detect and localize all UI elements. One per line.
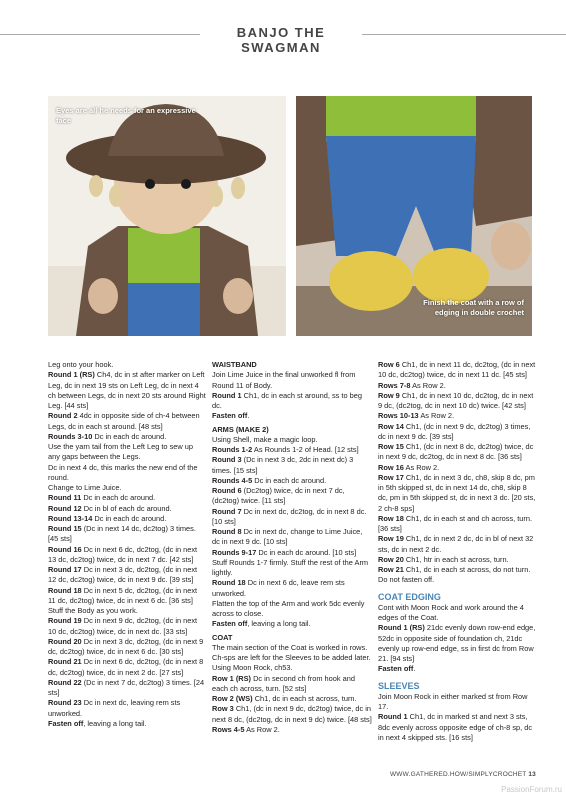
step-text: Ch1, htr in each st across, turn. [403, 554, 509, 564]
pattern-line [48, 504, 206, 514]
header-rule-left [0, 34, 200, 35]
step-label: Row 19 [378, 534, 404, 544]
step-text: Dc in next 6 dc, leave rem sts unworked. [212, 578, 345, 598]
step-text: Using Shell, make a magic loop. [212, 434, 318, 444]
page-title: BANJO THE SWAGMAN [236, 25, 326, 55]
step-label: Round 1 (RS) [378, 623, 425, 633]
pattern-line [48, 637, 206, 658]
pattern-line [212, 486, 372, 507]
step-text: Dc in next 9 dc, dc2tog, (dc in next 10 dc, dc2tog) twice, dc in next dc. [33 sts] [48, 616, 198, 636]
pattern-line [48, 616, 206, 637]
step-text: Ch1, dc in next 10 dc, dc2tog, dc in next 9 dc, (dc2tog, dc in next 10 dc) twice. [42 sts] [378, 390, 534, 410]
step-text: Use the yarn tail from the Left Leg to sew up any gaps between the Legs. [48, 442, 194, 462]
step-text: Dc in next dc, dc2tog, dc in next 8 dc. [10 sts] [212, 506, 367, 526]
section-heading: ARMS (MAKE 2) [212, 424, 269, 434]
step-text: Ch1, dc in next 11 dc, dc2tog, (dc in next 10 dc, dc2tog) twice, dc in next 11 dc. [45 sts] [378, 360, 536, 380]
pattern-line [48, 360, 206, 370]
step-label: Round 6 [212, 486, 242, 495]
pattern-column-1 [48, 360, 206, 729]
step-text: Dc in next 6 dc, dc2tog, (dc in next 13 dc, dc2tog) twice, dc in next 7 dc. [42 sts] [48, 544, 198, 564]
header-rule-right [362, 34, 566, 35]
step-label: Row 16 [378, 462, 404, 472]
pattern-line [378, 463, 538, 473]
step-label: Round 1 [378, 712, 408, 722]
step-text: Ch1, dc in each st across, do not turn. Do not fasten off. [378, 565, 531, 585]
step-label: Round 3 [212, 455, 242, 465]
pattern-line [48, 565, 206, 586]
step-label: Row 20 [378, 554, 404, 564]
step-label: Round 1 [212, 390, 242, 400]
footer-url: WWW.GATHERED.HOW/SIMPLYCROCHET [389, 771, 527, 778]
step-text: Dc in next dc, leaving rem sts unworked. [48, 698, 181, 718]
step-label: Row 18 [378, 513, 404, 523]
subsection-heading: SLEEVES [378, 680, 420, 691]
step-text: As Row 2. [418, 411, 454, 421]
step-label: Rounds 3-10 [48, 431, 93, 441]
step-label: Round 8 [212, 527, 242, 536]
step-label: Row 14 [378, 421, 404, 431]
pattern-line [212, 548, 372, 558]
step-text: . [247, 411, 250, 421]
pattern-line [48, 370, 206, 411]
step-label: Rows 7-8 [378, 380, 411, 390]
pattern-line [378, 555, 538, 565]
pattern-line [378, 360, 538, 381]
step-text: Ch1, dc in each st and ch across, turn. [36 sts] [378, 513, 533, 533]
pattern-line [48, 678, 206, 699]
subsection-heading: COAT EDGING [378, 591, 441, 602]
photo-caption: Finish the coat with a row of edging in double crochet [423, 298, 524, 317]
step-label: Rounds 1-2 [212, 445, 253, 454]
step-text: Ch1, dc in next 3 dc, ch8, skip 8 dc, pm in 5th skipped st, dc in next 14 dc, ch8, skip 8 dc, pm in 5th skipped st, dc in next 3 dc. [20 sts, 2 ch-8 sps] [378, 472, 536, 513]
step-label: Fasten off [48, 718, 84, 728]
step-text: Ch4, dc in st after marker on Left Leg, dc in next 19 sts on Left Leg, dc in next 4 ch between Legs, dc in next 20 sts around Right Leg. [44 sts] [48, 370, 206, 410]
step-text: As Rounds 1-2 of Head. [12 sts] [252, 445, 359, 454]
section-heading: WAISTBAND [212, 360, 257, 369]
doll-legs-photo [296, 96, 532, 336]
step-text: , leaving a long tail. [83, 718, 147, 728]
step-text: Ch1, (dc in next 9 dc, dc2tog) twice, dc in next 8 dc, (dc2tog, dc in next 9 dc) twice. [48 sts] [212, 704, 372, 724]
pattern-line [378, 422, 538, 443]
step-text: As Row 2. [244, 724, 280, 734]
step-text: Dc in second ch from hook and each ch across, turn. [52 sts] [212, 673, 355, 693]
pattern-line [48, 545, 206, 566]
step-text: , leaving a long tail. [247, 619, 311, 629]
step-text: (Dc in next 7 dc, dc2tog) 3 times. [24 sts] [48, 677, 205, 697]
step-label: Row 2 (WS) [212, 694, 253, 703]
step-label: Round 19 [48, 616, 82, 626]
pattern-line [212, 370, 372, 391]
step-label: Round 1 (RS) [48, 370, 95, 380]
doll-front-photo [48, 96, 286, 336]
pattern-line [212, 411, 372, 421]
pattern-line [378, 514, 538, 535]
step-text: Stuff Rounds 1-7 firmly. Stuff the rest of the Arm lightly. [212, 557, 369, 577]
pattern-line [212, 599, 372, 620]
step-label: Round 17 [48, 565, 82, 574]
step-label: Row 9 [378, 390, 400, 400]
pattern-line [48, 442, 206, 463]
pattern-line [212, 674, 372, 695]
step-label: Round 16 [48, 544, 82, 554]
step-text: (Dc in next 3 dc, 2dc in next dc) 3 times. [15 sts] [212, 455, 354, 475]
step-label: Round 2 [48, 411, 78, 421]
step-text: Dc in next 4 dc, this marks the new end of the round. [48, 462, 198, 482]
pattern-line [212, 435, 372, 445]
step-text: As Row 2. [403, 462, 440, 472]
step-text: Dc in next dc, change to Lime Juice, dc in next 9 dc. [10 sts] [212, 527, 363, 547]
pattern-line [378, 692, 538, 713]
pattern-column-2 [212, 360, 372, 735]
pattern-line [212, 578, 372, 599]
step-text: 21dc evenly down row-end edge, 52dc in opposite side of foundation ch, 21dc evenly up row-end edge, ss in first dc from Row 21. [94 sts] [378, 623, 536, 663]
step-text: Dc in each dc around. [92, 513, 167, 523]
step-text: Dc in next 3 dc, dc2tog, (dc in next 12 dc, dc2tog) twice, dc in next 9 dc. [39 sts] [48, 565, 198, 585]
step-text: Ch1, (dc in next 9 dc, dc2tog) 3 times, dc in next 9 dc. [39 sts] [378, 421, 531, 441]
pattern-line [378, 603, 538, 624]
pattern-line [212, 643, 372, 674]
pattern-line [378, 565, 538, 586]
pattern-line [48, 524, 206, 545]
pattern-line [212, 704, 372, 725]
pattern-line [48, 411, 206, 432]
page-header [0, 0, 566, 62]
step-text: Dc in each dc around. [81, 493, 156, 503]
step-text: Dc in each dc around. [10 sts] [256, 547, 357, 557]
step-text: Stuff the Body as you work. [48, 606, 138, 615]
step-text: Dc in bl of each dc around. [81, 503, 172, 513]
step-text: 4dc in opposite side of ch-4 between Legs, dc in each st around. [48 sts] [48, 411, 200, 431]
step-text: (Dc2tog) twice, dc in next 7 dc, (dc2tog) twice. [11 sts] [212, 486, 345, 506]
pattern-line [212, 391, 372, 412]
step-text: Ch1, dc in next 2 dc, dc in bl of next 32 sts, dc in next 2 dc. [378, 534, 534, 554]
step-label: Row 21 [378, 565, 404, 574]
step-label: Row 15 [378, 442, 404, 451]
page-footer [390, 771, 536, 778]
pattern-line [212, 527, 372, 548]
step-label: Row 3 [212, 704, 234, 714]
step-label: Rounds 9-17 [212, 547, 257, 557]
step-label: Row 6 [378, 360, 400, 369]
pattern-line [48, 463, 206, 484]
step-label: Rows 4-5 [212, 724, 245, 734]
step-label: Round 18 [212, 578, 246, 588]
pattern-line [212, 558, 372, 579]
pattern-line [48, 606, 206, 616]
step-label: Round 23 [48, 698, 82, 708]
step-text: Flatten the top of the Arm and work 5dc evenly across to close. [212, 598, 365, 618]
step-text: Dc in next 5 dc, dc2tog, (dc in next 11 dc, dc2tog) twice, dc in next 6 dc. [36 sts] [48, 585, 198, 605]
section-heading: COAT [212, 632, 233, 642]
pattern-line [48, 698, 206, 719]
pattern-line [48, 432, 206, 442]
step-text: Cont with Moon Rock and work around the 4 edges of the Coat. [378, 602, 524, 622]
step-label: Round 18 [48, 585, 82, 595]
pattern-line [212, 507, 372, 528]
step-label: Fasten off [378, 664, 414, 674]
pattern-line [378, 411, 538, 421]
step-text: Dc in next 6 dc, dc2tog, (dc in next 8 dc, dc2tog) twice, dc in next 2 dc. [27 sts] [48, 657, 204, 677]
pattern-line [48, 586, 206, 607]
pattern-line [378, 623, 538, 664]
pattern-line [378, 534, 538, 555]
pattern-line [378, 473, 538, 514]
pattern-line [378, 442, 538, 463]
pattern-line [212, 455, 372, 476]
pattern-line [378, 664, 538, 674]
step-label: Row 1 (RS) [212, 673, 252, 683]
pattern-line [212, 694, 372, 704]
pattern-line [212, 619, 372, 629]
pattern-line [48, 483, 206, 493]
pattern-line [212, 445, 372, 455]
step-label: Rows 10-13 [378, 411, 419, 421]
step-label: Round 7 [212, 506, 242, 516]
pattern-line [48, 657, 206, 678]
step-text: Ch1, dc in each st across, turn. [252, 694, 357, 703]
step-label: Round 22 [48, 677, 82, 687]
pattern-line [378, 712, 538, 743]
pattern-column-3 [378, 360, 538, 743]
watermark: PassionForum.ru [501, 785, 562, 794]
step-text: The main section of the Coat is worked in rows. Ch-sps are left for the Sleeves to be added later. Using Moon Rock, ch53. [212, 642, 371, 673]
pattern-line [378, 381, 538, 391]
page-number: 13 [528, 771, 536, 778]
step-label: Rounds 4-5 [212, 475, 253, 485]
step-label: Row 17 [378, 472, 404, 482]
pattern-line [48, 493, 206, 503]
step-text: Change to Lime Juice. [48, 483, 122, 492]
pattern-line [378, 391, 538, 412]
pattern-line [212, 725, 372, 735]
step-label: Round 15 [48, 524, 82, 533]
step-text: Dc in next 3 dc, dc2tog, (dc in next 9 dc, dc2tog) twice, dc in next 6 dc. [30 sts] [48, 636, 204, 656]
pattern-line [48, 514, 206, 524]
step-label: Round 20 [48, 636, 82, 646]
step-label: Round 13-14 [48, 513, 93, 523]
pattern-line [48, 719, 206, 729]
step-text: Ch1, dc in each st around, ss to beg dc. [212, 390, 362, 410]
step-label: Round 11 [48, 493, 82, 503]
step-text: Join Moon Rock in either marked st from Row 17. [378, 691, 528, 711]
photo-caption: Eyes are all he needs for an expressive face [56, 106, 196, 125]
step-text: Dc in each dc around. [92, 431, 167, 441]
step-label: Round 12 [48, 503, 82, 513]
step-text: Dc in each dc around. [252, 475, 327, 485]
step-text: . [413, 664, 416, 674]
pattern-line [212, 476, 372, 486]
step-label: Fasten off [212, 411, 248, 421]
step-text: Ch1, dc in marked st and next 3 sts, 8dc evenly across opposite edge of ch-8 sp, dc in next 4 skipped sts. [16 sts] [378, 712, 533, 742]
step-text: Ch1, (dc in next 8 dc, dc2tog) twice, dc in next 9 dc, dc2tog, dc in next 8 dc. [36 sts] [378, 442, 534, 462]
step-label: Fasten off [212, 619, 248, 629]
step-label: Round 21 [48, 657, 82, 667]
step-text: Leg onto your hook. [48, 360, 114, 369]
step-text: As Row 2. [410, 380, 446, 390]
step-text: Join Lime Juice in the final unworked fl from Round 11 of Body. [212, 370, 356, 390]
step-text: (Dc in next 14 dc, dc2tog) 3 times. [45 sts] [48, 524, 196, 544]
